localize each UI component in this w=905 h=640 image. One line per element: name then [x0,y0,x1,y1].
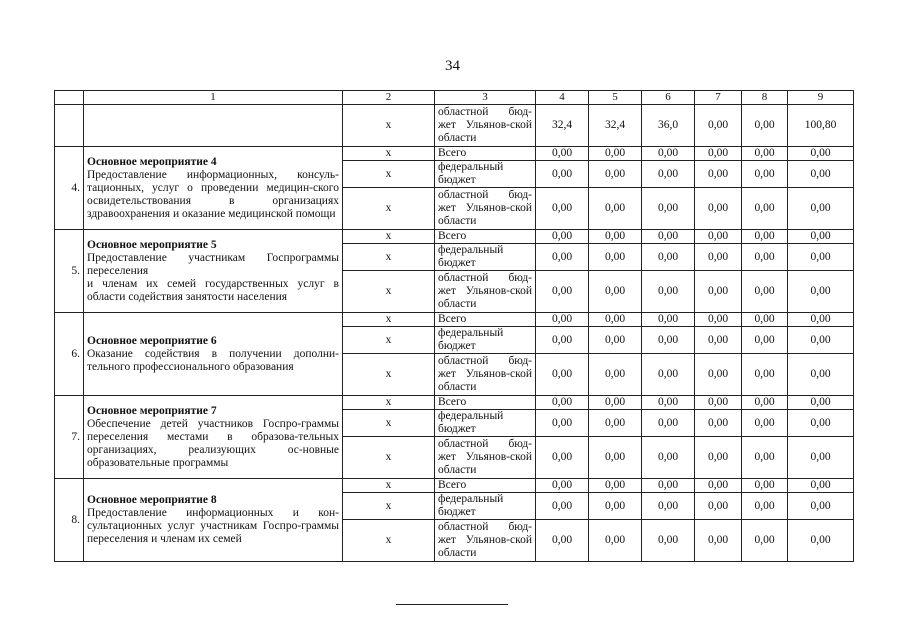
funding-value: 0,00 [536,147,589,161]
event-title-cell [84,230,343,313]
event-index: 6. [55,313,84,396]
header-cell-1: 1 [84,91,343,105]
row-code: x [343,520,435,562]
row-code: x [343,188,435,230]
funding-value: 0,00 [788,271,854,313]
row-code: x [343,354,435,396]
funding-value: 0,00 [536,396,589,410]
funding-value: 0,00 [589,161,642,188]
event-description: Обеспечение детей участников Госпро-граммы переселения местами в образова-тельных организациях, реализующих ос-новные образовательные программы [87,417,339,469]
event-description: Оказание содействия в получении дополни-тельного профессионального образования [87,347,339,373]
row-code: x [343,437,435,479]
funding-value: 0,00 [536,354,589,396]
funding-source: Всего [435,479,536,493]
continuation-value: 0,00 [742,105,788,147]
funding-source: федеральный бюджет [435,410,536,437]
funding-value: 0,00 [788,354,854,396]
funding-value: 0,00 [642,230,695,244]
funding-value: 0,00 [788,410,854,437]
continuation-value: 0,00 [695,105,742,147]
funding-value: 0,00 [742,313,788,327]
event-index: 7. [55,396,84,479]
event-title-cell [84,313,343,396]
row-code: x [343,313,435,327]
funding-value: 0,00 [742,188,788,230]
event-index: 4. [55,147,84,230]
funding-value: 0,00 [536,479,589,493]
funding-value: 0,00 [788,437,854,479]
funding-value: 0,00 [589,327,642,354]
continuation-source: областной бюд-жет Ульянов-ской области [435,105,536,147]
event-index: 5. [55,230,84,313]
funding-value: 0,00 [536,313,589,327]
header-row [55,91,854,105]
funding-value: 0,00 [642,396,695,410]
table-body [55,91,854,562]
funding-value: 0,00 [536,271,589,313]
funding-value: 0,00 [788,230,854,244]
event-index: 8. [55,479,84,562]
funding-value: 0,00 [788,313,854,327]
header-cell-blank [55,91,84,105]
continuation-value: 36,0 [642,105,695,147]
funding-value: 0,00 [589,244,642,271]
row-code: x [343,147,435,161]
continuation-index-cell [55,105,84,147]
funding-value: 0,00 [642,479,695,493]
funding-value: 0,00 [695,147,742,161]
row-code: x [343,161,435,188]
row-code: x [343,410,435,437]
funding-source: областной бюд-жет Ульянов-ской области [435,520,536,562]
funding-value: 0,00 [642,410,695,437]
funding-value: 0,00 [695,354,742,396]
funding-value: 0,00 [742,147,788,161]
funding-value: 0,00 [695,396,742,410]
row-code: x [343,244,435,271]
funding-value: 0,00 [788,396,854,410]
funding-value: 0,00 [589,493,642,520]
funding-value: 0,00 [589,396,642,410]
funding-value: 0,00 [695,437,742,479]
continuation-value: 100,80 [788,105,854,147]
event-name: Основное мероприятие 7 [87,404,217,417]
funding-value: 0,00 [695,271,742,313]
event-name: Основное мероприятие 8 [87,494,217,506]
funding-value: 0,00 [642,313,695,327]
table-row [55,147,854,161]
funding-value: 0,00 [742,437,788,479]
funding-value: 0,00 [742,327,788,354]
funding-value: 0,00 [536,493,589,520]
funding-value: 0,00 [536,161,589,188]
funding-value: 0,00 [642,327,695,354]
page-number: 34 [445,58,460,74]
funding-source: областной бюд-жет Ульянов-ской области [435,188,536,230]
event-name: Основное мероприятие 5 [87,238,217,251]
funding-value: 0,00 [695,327,742,354]
funding-value: 0,00 [589,230,642,244]
funding-source: Всего [435,313,536,327]
funding-value: 0,00 [536,410,589,437]
funding-value: 0,00 [695,230,742,244]
funding-value: 0,00 [788,493,854,520]
row-code: x [343,230,435,244]
funding-value: 0,00 [642,244,695,271]
funding-value: 0,00 [742,410,788,437]
event-title-cell [84,396,343,479]
table-row [55,313,854,327]
funding-value: 0,00 [788,327,854,354]
funding-value: 0,00 [589,479,642,493]
funding-source: федеральный бюджет [435,161,536,188]
footer-divider [396,604,508,605]
funding-value: 0,00 [788,520,854,562]
header-cell-3: 3 [435,91,536,105]
funding-value: 0,00 [742,354,788,396]
funding-value: 0,00 [642,147,695,161]
continuation-title-cell [84,105,343,147]
funding-value: 0,00 [695,479,742,493]
funding-value: 0,00 [536,327,589,354]
event-title-cell [84,479,343,562]
event-name: Основное мероприятие 4 [87,155,217,168]
continuation-value: 32,4 [536,105,589,147]
funding-value: 0,00 [642,271,695,313]
event-title-cell [84,147,343,230]
funding-value: 0,00 [742,479,788,493]
table-row [55,396,854,410]
funding-source: федеральный бюджет [435,244,536,271]
funding-value: 0,00 [589,271,642,313]
funding-source: федеральный бюджет [435,493,536,520]
header-cell-9: 9 [788,91,854,105]
funding-source: Всего [435,230,536,244]
funding-value: 0,00 [536,230,589,244]
funding-value: 0,00 [742,493,788,520]
funding-value: 0,00 [536,188,589,230]
header-cell-6: 6 [642,91,695,105]
funding-value: 0,00 [788,188,854,230]
funding-source: областной бюд-жет Ульянов-ской области [435,437,536,479]
funding-value: 0,00 [742,244,788,271]
funding-value: 0,00 [695,493,742,520]
continuation-code: x [343,105,435,147]
continuation-row [55,105,854,147]
funding-source: федеральный бюджет [435,327,536,354]
funding-value: 0,00 [695,188,742,230]
funding-value: 0,00 [642,437,695,479]
funding-value: 0,00 [695,244,742,271]
row-code: x [343,327,435,354]
funding-value: 0,00 [695,520,742,562]
funding-source: Всего [435,147,536,161]
header-cell-8: 8 [742,91,788,105]
funding-value: 0,00 [536,244,589,271]
funding-value: 0,00 [589,147,642,161]
table-row [55,479,854,493]
header-cell-2: 2 [343,91,435,105]
event-description: Предоставление информационных и кон-сультационных услуг участникам Госпро-граммы переселения и членам их семей [87,507,339,545]
funding-value: 0,00 [788,161,854,188]
funding-value: 0,00 [788,479,854,493]
funding-value: 0,00 [695,410,742,437]
funding-value: 0,00 [742,520,788,562]
funding-value: 0,00 [742,396,788,410]
funding-source: областной бюд-жет Ульянов-ской области [435,271,536,313]
row-code: x [343,493,435,520]
funding-value: 0,00 [642,161,695,188]
event-description: Предоставление информационных, консуль-тационных, услуг о проведении медицин-ского освидетельствования в организациях здравоохранения и оказание медицинской помощи [87,168,339,220]
funding-value: 0,00 [642,493,695,520]
funding-value: 0,00 [642,354,695,396]
funding-value: 0,00 [742,161,788,188]
event-description: Предоставление участникам Госпрограммы переселения и членам их семей государственных услуг в области содействия занятости населения [87,251,339,303]
funding-value: 0,00 [589,410,642,437]
funding-value: 0,00 [589,313,642,327]
funding-value: 0,00 [695,313,742,327]
table-row [55,230,854,244]
funding-value: 0,00 [589,520,642,562]
funding-value: 0,00 [589,437,642,479]
funding-value: 0,00 [642,188,695,230]
funding-value: 0,00 [536,437,589,479]
funding-value: 0,00 [589,188,642,230]
header-cell-4: 4 [536,91,589,105]
header-cell-5: 5 [589,91,642,105]
funding-value: 0,00 [788,244,854,271]
budget-table [54,90,854,562]
header-cell-7: 7 [695,91,742,105]
funding-value: 0,00 [788,147,854,161]
event-name: Основное мероприятие 6 [87,334,217,347]
funding-value: 0,00 [589,354,642,396]
funding-source: областной бюд-жет Ульянов-ской области [435,354,536,396]
row-code: x [343,396,435,410]
funding-value: 0,00 [695,161,742,188]
funding-value: 0,00 [536,520,589,562]
row-code: x [343,479,435,493]
funding-value: 0,00 [742,230,788,244]
funding-value: 0,00 [742,271,788,313]
funding-source: Всего [435,396,536,410]
continuation-value: 32,4 [589,105,642,147]
row-code: x [343,271,435,313]
funding-value: 0,00 [642,520,695,562]
